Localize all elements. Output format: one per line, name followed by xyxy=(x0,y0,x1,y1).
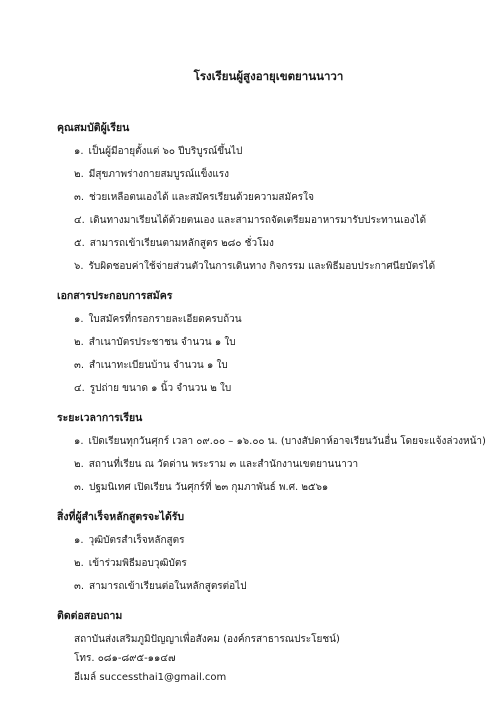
section-benefits xyxy=(57,508,460,593)
list-item: ๓. ช่วยเหลือตนเองได้ และสมัครเรียนด้วยความสมัครใจ xyxy=(74,192,314,203)
contact-organization: สถาบันส่งเสริมภูมิปัญญาเพื่อสังคม (องค์กรสาธารณประโยชน์) xyxy=(74,634,340,645)
section-heading: เอกสารประกอบการสมัคร xyxy=(57,290,173,302)
section-heading: สิ่งที่ผู้สำเร็จหลักสูตรจะได้รับ xyxy=(57,511,185,523)
list-item: ๔. เดินทางมาเรียนได้ด้วยตนเอง และสามารถจัดเตรียมอาหารมารับประทานเองได้ xyxy=(74,215,427,226)
list-item: ๒. สถานที่เรียน ณ วัดด่าน พระราม ๓ และสำนักงานเขตยานนาวา xyxy=(74,459,359,470)
list-item: ๓. สามารถเข้าเรียนต่อในหลักสูตรต่อไป xyxy=(74,581,247,592)
contact-phone: โทร. ๐๘๑-๘๙๕-๑๑๔๗ xyxy=(74,653,176,664)
section-contact xyxy=(57,607,460,684)
section-qualifications xyxy=(57,119,460,273)
list-item: ๓. สำเนาทะเบียนบ้าน จำนวน ๑ ใบ xyxy=(74,360,228,371)
list-item: ๒. มีสุขภาพร่างกายสมบูรณ์แข็งแรง xyxy=(74,169,230,180)
contact-email: อีเมล์ successthai1@gmail.com xyxy=(74,672,227,683)
list-item: ๒. เข้าร่วมพิธีมอบวุฒิบัตร xyxy=(74,558,187,569)
section-heading: คุณสมบัติผู้เรียน xyxy=(57,122,130,134)
list-item: ๑. วุฒิบัตรสำเร็จหลักสูตร xyxy=(74,535,185,546)
list-item: ๑. ใบสมัครที่กรอกรายละเอียดครบถ้วน xyxy=(74,314,242,325)
document-title: โรงเรียนผู้สูงอายุเขตยานนาวา xyxy=(193,69,344,83)
list-item: ๓. ปฐมนิเทศ เปิดเรียน วันศุกร์ที่ ๒๓ กุมภาพันธ์ พ.ศ. ๒๕๖๑ xyxy=(74,482,329,493)
section-heading: ระยะเวลาการเรียน xyxy=(57,412,143,424)
list-item: ๒. สำเนาบัตรประชาชน จำนวน ๑ ใบ xyxy=(74,337,236,348)
list-item: ๔. รูปถ่าย ขนาด ๑ นิ้ว จำนวน ๒ ใบ xyxy=(74,383,232,394)
list-item: ๑. เป็นผู้มีอายุตั้งแต่ ๖๐ ปีบริบูรณ์ขึ้นไป xyxy=(74,146,243,157)
section-heading: ติดต่อสอบถาม xyxy=(57,610,123,622)
section-schedule xyxy=(57,409,486,494)
section-documents xyxy=(57,287,460,395)
list-item: ๑. เปิดเรียนทุกวันศุกร์ เวลา ๐๙.๐๐ – ๑๖.๐๐ น. (บางสัปดาห์อาจเรียนวันอื่น โดยจะแจ้งล่วงหน้า) xyxy=(74,436,486,447)
list-item: ๕. สามารถเข้าเรียนตามหลักสูตร ๒๘๐ ชั่วโมง xyxy=(74,238,274,249)
list-item: ๖. รับผิดชอบค่าใช้จ่ายส่วนตัวในการเดินทาง กิจกรรม และพิธีมอบประกาศนียบัตรได้ xyxy=(74,261,436,272)
